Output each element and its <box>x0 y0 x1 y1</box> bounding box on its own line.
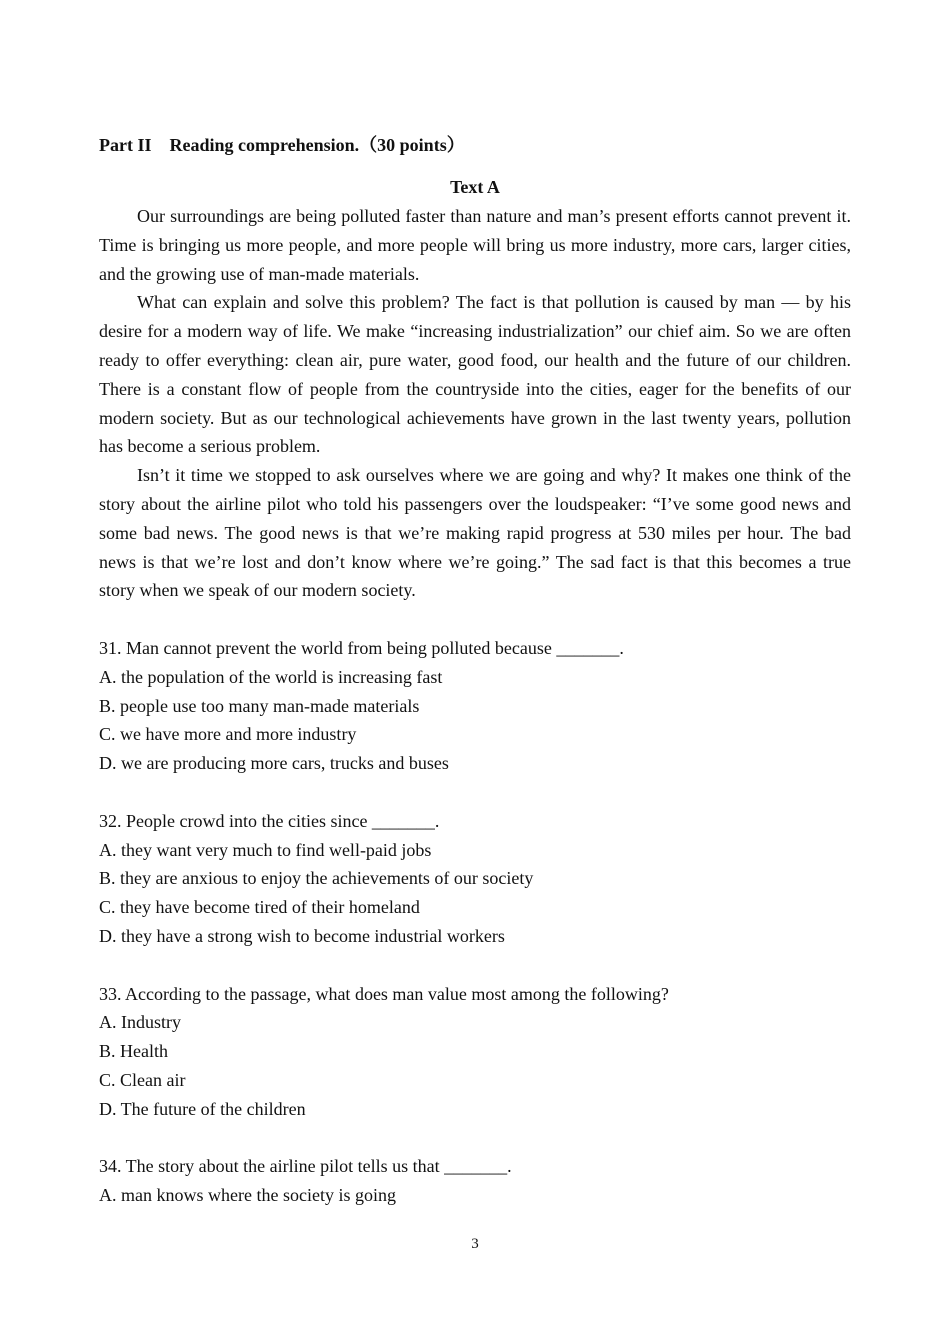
answer-option-c: C. they have become tired of their homeland <box>99 897 420 918</box>
passage-paragraph: Isn’t it time we stopped to ask ourselves where we are going and why? It makes one think of the story about the airline pilot who told his passengers over the loudspeaker: “I’ve some good news and some bad news. The good news is that we’re making rapid progress at 530 miles per hour. The bad news is that we’re lost and don’t know where we’re going.” The sad fact is that this becomes a true story when we speak of our modern society. <box>99 465 851 601</box>
question-stem: 33. According to the passage, what does man value most among the following? <box>99 983 669 1004</box>
answer-option-d: D. we are producing more cars, trucks and buses <box>99 753 449 774</box>
answer-option-a: A. Industry <box>99 1012 181 1033</box>
passage-paragraph: What can explain and solve this problem? The fact is that pollution is caused by man — by his desire for a modern way of life. We make “increasing industrialization” our chief aim. So we are often ready to offer everything: clean air, pure water, good food, our health and the future of our children. There is a constant flow of people from the countryside into the cities, eager for the benefits of our modern society. But as our technological achievements have grown in the last twenty years, pollution has become a serious problem. <box>99 292 851 457</box>
text-title: Text A <box>450 177 500 197</box>
question-31 <box>99 634 851 778</box>
answer-option-a: A. they want very much to find well-paid jobs <box>99 839 432 860</box>
answer-option-a: A. man knows where the society is going <box>99 1185 396 1206</box>
answer-option-b: B. Health <box>99 1041 168 1062</box>
question-34 <box>99 1152 851 1210</box>
answer-option-a: A. the population of the world is increasing fast <box>99 666 443 687</box>
answer-option-c: C. we have more and more industry <box>99 724 357 745</box>
question-33 <box>99 980 851 1124</box>
question-stem: 32. People crowd into the cities since _______. <box>99 810 440 831</box>
passage-paragraph: Our surroundings are being polluted faster than nature and man’s present efforts cannot prevent it. Time is bringing us more people, and more people will bring us more industry, more cars, larger cities, and the growing use of man-made materials. <box>99 206 851 284</box>
page-number: 3 <box>471 1236 479 1252</box>
page-content <box>99 131 851 1210</box>
answer-option-c: C. Clean air <box>99 1069 186 1090</box>
answer-option-d: D. The future of the children <box>99 1098 306 1119</box>
answer-option-b: B. people use too many man-made materials <box>99 695 420 716</box>
question-32 <box>99 807 851 951</box>
part-heading: Part II Reading comprehension.（30 points） <box>99 135 465 155</box>
question-stem: 31. Man cannot prevent the world from being polluted because _______. <box>99 637 624 658</box>
question-stem: 34. The story about the airline pilot tells us that _______. <box>99 1156 512 1177</box>
answer-option-d: D. they have a strong wish to become industrial workers <box>99 925 505 946</box>
reading-passage <box>99 202 851 605</box>
answer-option-b: B. they are anxious to enjoy the achievements of our society <box>99 868 534 889</box>
